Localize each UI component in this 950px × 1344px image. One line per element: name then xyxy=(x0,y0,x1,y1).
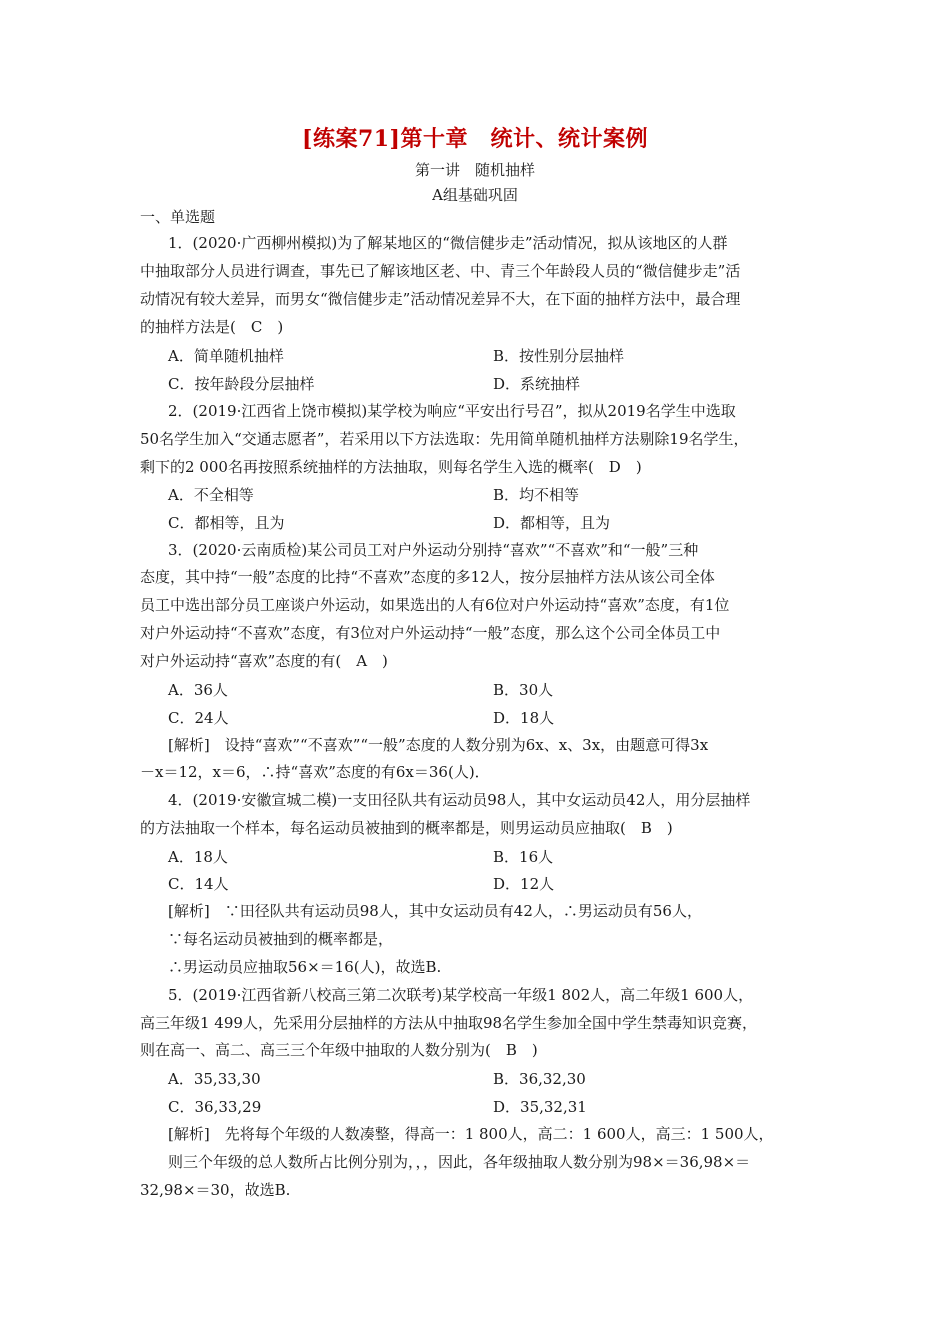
q4-option-c: C．14人 xyxy=(168,875,229,893)
q3-line: 态度，其中持“一般”态度的比持“不喜欢”态度的多12人，按分层抽样方法从该公司全体 xyxy=(140,568,715,586)
q5-option-b: B．36,32,30 xyxy=(493,1070,586,1088)
q4-option-a: A．18人 xyxy=(168,848,228,866)
q5-line: 则在高一、高二、高三三个年级中抽取的人数分别为( B ) xyxy=(140,1041,538,1059)
q3-line: 员工中选出部分员工座谈户外运动，如果选出的人有6位对户外运动持“喜欢”态度，有1位 xyxy=(140,596,730,614)
lecture-heading: 第一讲 随机抽样 xyxy=(414,161,535,179)
q1-line: 1．(2020·广西柳州模拟)为了解某地区的“微信健步走”活动情况，拟从该地区的人群 xyxy=(168,234,728,252)
q3-option-b: B．30人 xyxy=(493,681,554,699)
q1-option-d: D．系统抽样 xyxy=(493,375,581,393)
q3-analysis: [解析] 设持“喜欢”“不喜欢”“一般”态度的人数分别为6x、x、3x，由题意可得3x xyxy=(168,736,709,754)
q3-line: 3．(2020·云南质检)某公司员工对户外运动分别持“喜欢”“不喜欢”和“一般”三种 xyxy=(168,541,699,559)
q4-analysis: ∵每名运动员被抽到的概率都是， xyxy=(168,930,394,948)
q3-line: 对户外运动持“喜欢”态度的有( A ) xyxy=(140,652,388,670)
q5-option-a: A．35,33,30 xyxy=(168,1070,261,1088)
q2-line: 剩下的2 000名再按照系统抽样的方法抽取，则每名学生入选的概率( D ) xyxy=(140,458,642,476)
q2-option-b: B．均不相等 xyxy=(493,486,580,504)
q2-option-d: D．都相等，且为 xyxy=(493,514,611,532)
q2-line: 2．(2019·江西省上饶市模拟)某学校为响应“平安出行号召”，拟从2019名学生中选取 xyxy=(168,402,736,420)
q4-line: 4．(2019·安徽宣城二模)一支田径队共有运动员98人，其中女运动员42人，用分层抽样 xyxy=(168,791,751,809)
q5-analysis: [解析] 先将每个年级的人数凑整，得高一：1 800人，高二：1 600人，高三：1 500人， xyxy=(168,1125,774,1143)
q4-analysis: ∴男运动员应抽取56×＝16(人)，故选B. xyxy=(168,958,442,976)
q4-option-d: D．12人 xyxy=(493,875,555,893)
q1-option-c: C．按年龄段分层抽样 xyxy=(168,375,315,393)
q5-analysis: 则三个年级的总人数所占比例分别为，，，因此，各年级抽取人数分别为98×＝36,98×＝ xyxy=(168,1153,751,1171)
q3-analysis: －x＝12，x＝6，∴持“喜欢”态度的有6x＝36(人)． xyxy=(140,763,490,781)
q1-option-a: A．简单随机抽样 xyxy=(168,347,284,365)
q4-option-b: B．16人 xyxy=(493,848,554,866)
q2-option-c: C．都相等，且为 xyxy=(168,514,285,532)
q3-option-c: C．24人 xyxy=(168,709,229,727)
q5-option-d: D．35,32,31 xyxy=(493,1098,587,1116)
q5-line: 高三年级1 499人，先采用分层抽样的方法从中抽取98名学生参加全国中学生禁毒知识竞赛， xyxy=(140,1014,758,1032)
q4-line: 的方法抽取一个样本，每名运动员被抽到的概率都是，则男运动员应抽取( B ) xyxy=(140,819,673,837)
q4-analysis: [解析] ∵田径队共有运动员98人，其中女运动员有42人，∴男运动员有56人， xyxy=(168,902,702,920)
q1-line: 动情况有较大差异，而男女“微信健步走”活动情况差异不大，在下面的抽样方法中，最合理 xyxy=(140,290,741,308)
section-heading: 一、单选题 xyxy=(140,208,216,226)
q3-line: 对户外运动持“不喜欢”态度，有3位对户外运动持“一般”态度，那么这个公司全体员工中 xyxy=(140,624,721,642)
q1-option-b: B．按性别分层抽样 xyxy=(493,347,625,365)
q3-option-a: A．36人 xyxy=(168,681,228,699)
q1-line: 中抽取部分人员进行调查，事先已了解该地区老、中、青三个年龄段人员的“微信健步走”活 xyxy=(140,262,741,280)
q3-option-d: D．18人 xyxy=(493,709,555,727)
page-title: [练案71]第十章 统计、统计案例 xyxy=(302,126,648,152)
q5-line: 5．(2019·江西省新八校高三第二次联考)某学校高一年级1 802人，高二年级1 600人， xyxy=(168,986,754,1004)
q2-line: 50名学生加入“交通志愿者”，若采用以下方法选取：先用简单随机抽样方法剔除19名学生， xyxy=(140,430,749,448)
q5-analysis: 32,98×＝30，故选B. xyxy=(140,1181,291,1199)
group-heading: A组基础巩固 xyxy=(432,186,518,204)
q1-line: 的抽样方法是( C ) xyxy=(140,318,284,336)
q5-option-c: C．36,33,29 xyxy=(168,1098,262,1116)
q2-option-a: A．不全相等 xyxy=(168,486,254,504)
